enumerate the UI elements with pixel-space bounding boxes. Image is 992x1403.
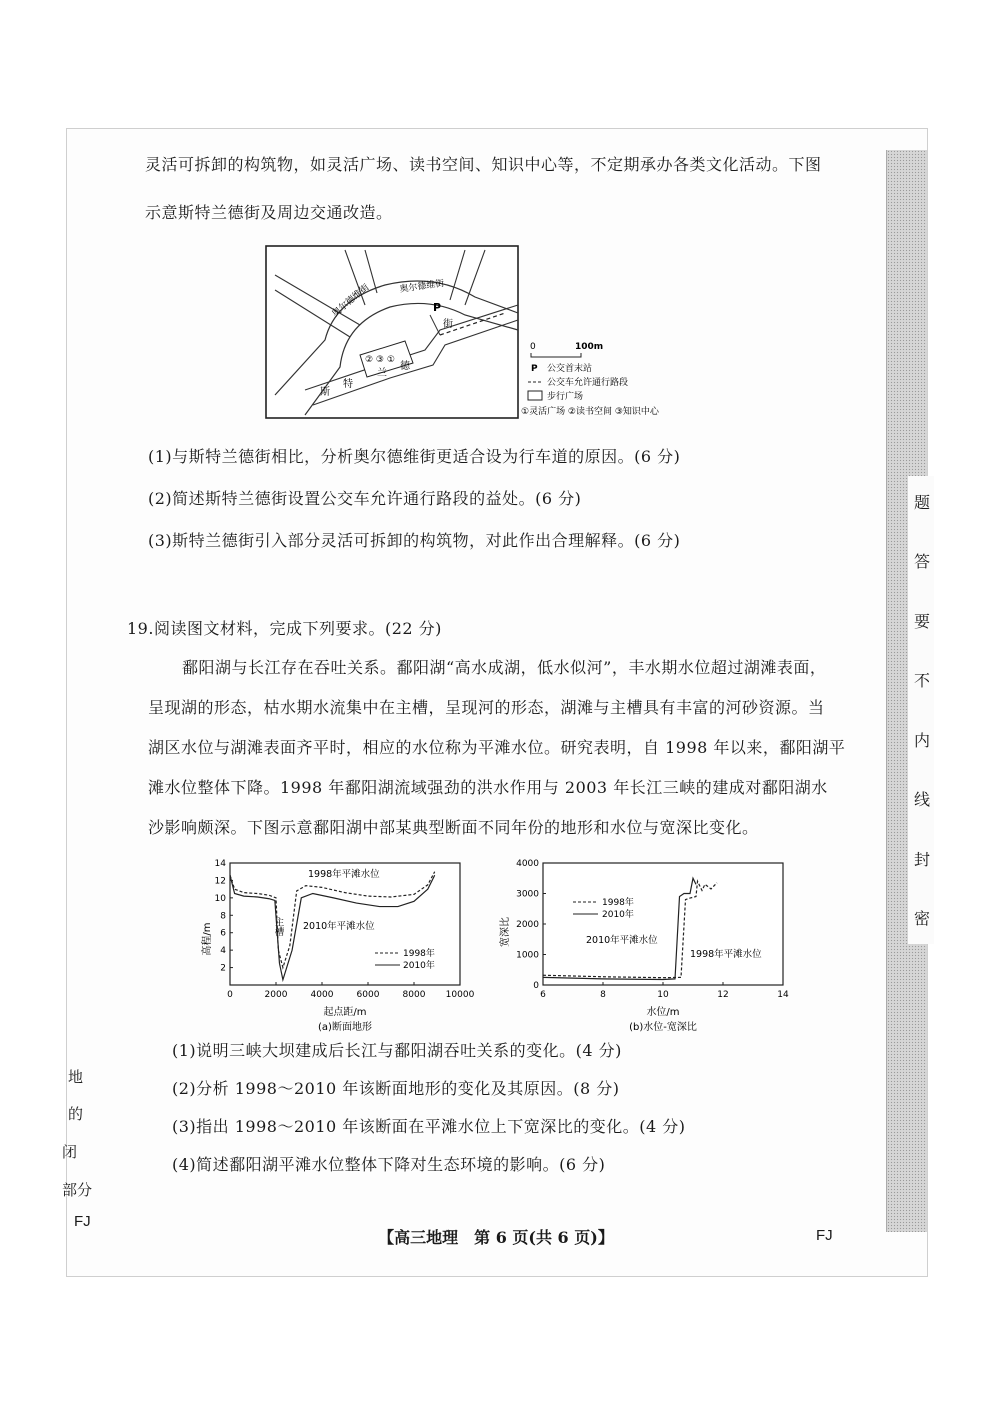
y-tick-label: 4 — [220, 946, 226, 957]
legend-bus-allowed: 公交车允许通行路段 — [547, 378, 629, 388]
page-footer: 【高三地理 第 6 页(共 6 页)】 — [378, 1228, 614, 1247]
y-axis-label: 高程/m — [202, 922, 213, 956]
q19-para-1: 鄱阳湖与长江存在吞吐关系。鄱阳湖“高水成湖，低水似河”，丰水期水位超过湖滩表面， — [182, 658, 827, 677]
x-tick-label: 6 — [540, 990, 546, 1000]
y-tick-label: 4000 — [516, 859, 539, 869]
legend-1998: 1998年 — [602, 898, 634, 908]
legend-notes: ①灵活广场 ②读书空间 ③知识中心 — [521, 407, 659, 417]
x-tick-label: 8000 — [402, 990, 426, 1000]
x-tick-label: 2000 — [264, 990, 288, 1000]
legend-p-symbol: P — [531, 364, 538, 374]
street-char-4: 德 — [400, 361, 410, 372]
seal-char: 答 — [911, 553, 931, 570]
annotation-2010-level: 2010年平滩水位 — [303, 921, 375, 932]
q18-3: (3)斯特兰德街引入部分灵活可拆卸的构筑物，对此作出合理解释。(6 分) — [148, 531, 681, 550]
street-char-2: 特 — [343, 379, 353, 390]
x-tick-label: 8 — [600, 990, 606, 1000]
q19-2: (2)分析 1998～2010 年该断面地形的变化及其原因。(8 分) — [172, 1079, 620, 1098]
chart-caption: (b)水位-宽深比 — [629, 1022, 697, 1033]
y-tick-label: 12 — [214, 876, 226, 887]
street-label-aerde-west: 奥尔德维街 — [330, 282, 372, 320]
legend-2010: 2010年 — [403, 961, 435, 971]
y-tick-label: 0 — [533, 981, 539, 991]
side-fragment-4: 部分 — [62, 1181, 93, 1199]
seal-char: 不 — [911, 672, 931, 689]
scale-zero: 0 — [530, 342, 536, 352]
chart-section-terrain — [200, 855, 480, 1035]
legend-pedestrian: 步行广场 — [547, 392, 584, 402]
x-tick-label: 4000 — [310, 990, 334, 1000]
plot-frame — [543, 863, 783, 985]
bus-terminal-mark: P — [433, 301, 442, 314]
seal-char: 线 — [911, 791, 931, 808]
side-fj-code: FJ — [74, 1213, 91, 1230]
q19-para-2: 呈现湖的形态，枯水期水流集中在主槽，呈现河的形态，湖滩与主槽具有丰富的河砂资源。当 — [148, 698, 825, 717]
x-tick-label: 12 — [717, 990, 729, 1000]
x-tick-label: 14 — [777, 990, 789, 1000]
y-axis-label: 宽深比 — [500, 917, 511, 947]
annotation-2010-level: 2010年平滩水位 — [586, 935, 658, 946]
x-axis-label: 起点距/m — [323, 1007, 367, 1018]
x-tick-label: 6000 — [356, 990, 380, 1000]
q18-2: (2)简述斯特兰德街设置公交车允许通行路段的益处。(6 分) — [148, 489, 582, 508]
x-tick-label: 10 — [657, 990, 669, 1000]
street-label-aerde-north: 奥尔德维街 — [399, 278, 445, 295]
facility-numbers: ② ③ ① — [365, 355, 395, 365]
y-tick-label: 2000 — [516, 920, 539, 930]
q19-1: (1)说明三峡大坝建成后长江与鄱阳湖吞吐关系的变化。(4 分) — [172, 1041, 622, 1060]
scale-value: 100m — [575, 342, 604, 352]
seal-char: 密 — [911, 909, 931, 926]
intro-line-1: 灵活可拆卸的构筑物，如灵活广场、读书空间、知识中心等，不定期承办各类文化活动。下图 — [145, 155, 822, 174]
legend-bus-terminal: 公交首末站 — [547, 364, 593, 374]
seal-line-notice — [908, 476, 934, 944]
y-tick-label: 2 — [220, 963, 226, 974]
intro-line-2: 示意斯特兰德街及周边交通改造。 — [145, 203, 393, 222]
legend-2010: 2010年 — [602, 910, 634, 920]
side-fragment-1: 地 — [68, 1068, 84, 1086]
q19-para-3: 湖区水位与湖滩表面齐平时，相应的水位称为平滩水位。研究表明，自 1998 年以来，鄱阳湖平 — [148, 738, 846, 757]
annotation-main-channel: 主槽 — [272, 917, 284, 936]
x-tick-label: 0 — [227, 990, 233, 1000]
q19-3: (3)指出 1998～2010 年该断面在平滩水位上下宽深比的变化。(4 分) — [172, 1117, 686, 1136]
street-char-1: 斯 — [320, 387, 330, 398]
seal-char: 题 — [911, 494, 931, 510]
q19-4: (4)简述鄱阳湖平滩水位整体下降对生态环境的影响。(6 分) — [172, 1155, 606, 1174]
x-tick-label: 10000 — [445, 990, 475, 1000]
seal-char: 要 — [911, 612, 931, 629]
q19-para-5: 沙影响颇深。下图示意鄱阳湖中部某典型断面不同年份的地形和水位与宽深比变化。 — [148, 818, 759, 837]
side-fragment-2: 的 — [68, 1105, 84, 1123]
street-char-3: 兰 — [377, 368, 387, 379]
q19-title: 19.阅读图文材料，完成下列要求。(22 分) — [127, 619, 442, 638]
chart-caption: (a)断面地形 — [318, 1022, 372, 1033]
y-tick-label: 8 — [220, 911, 226, 922]
annotation-1998-level: 1998年平滩水位 — [308, 869, 380, 880]
q19-para-4: 滩水位整体下降。1998 年鄱阳湖流域强劲的洪水作用与 2003 年长江三峡的建成对鄱阳湖水 — [148, 778, 828, 797]
y-tick-label: 1000 — [516, 950, 539, 961]
seal-char: 内 — [911, 731, 931, 748]
y-tick-label: 10 — [214, 893, 226, 904]
y-tick-label: 3000 — [516, 889, 539, 900]
annotation-1998-level: 1998年平滩水位 — [690, 949, 762, 960]
y-tick-label: 6 — [220, 928, 226, 939]
y-tick-label: 14 — [214, 859, 226, 869]
x-axis-label: 水位/m — [646, 1007, 680, 1018]
seal-char: 封 — [911, 850, 931, 867]
footer-fj-code: FJ — [816, 1227, 833, 1244]
chart-water-level-ratio — [498, 855, 798, 1035]
q18-1: (1)与斯特兰德街相比，分析奥尔德维街更适合设为行车道的原因。(6 分) — [148, 447, 681, 466]
street-map — [265, 245, 735, 425]
legend-1998: 1998年 — [403, 949, 435, 959]
legend-square-icon — [528, 391, 542, 400]
street-char-5: 街 — [443, 319, 453, 330]
side-fragment-3: 闭 — [62, 1143, 78, 1161]
